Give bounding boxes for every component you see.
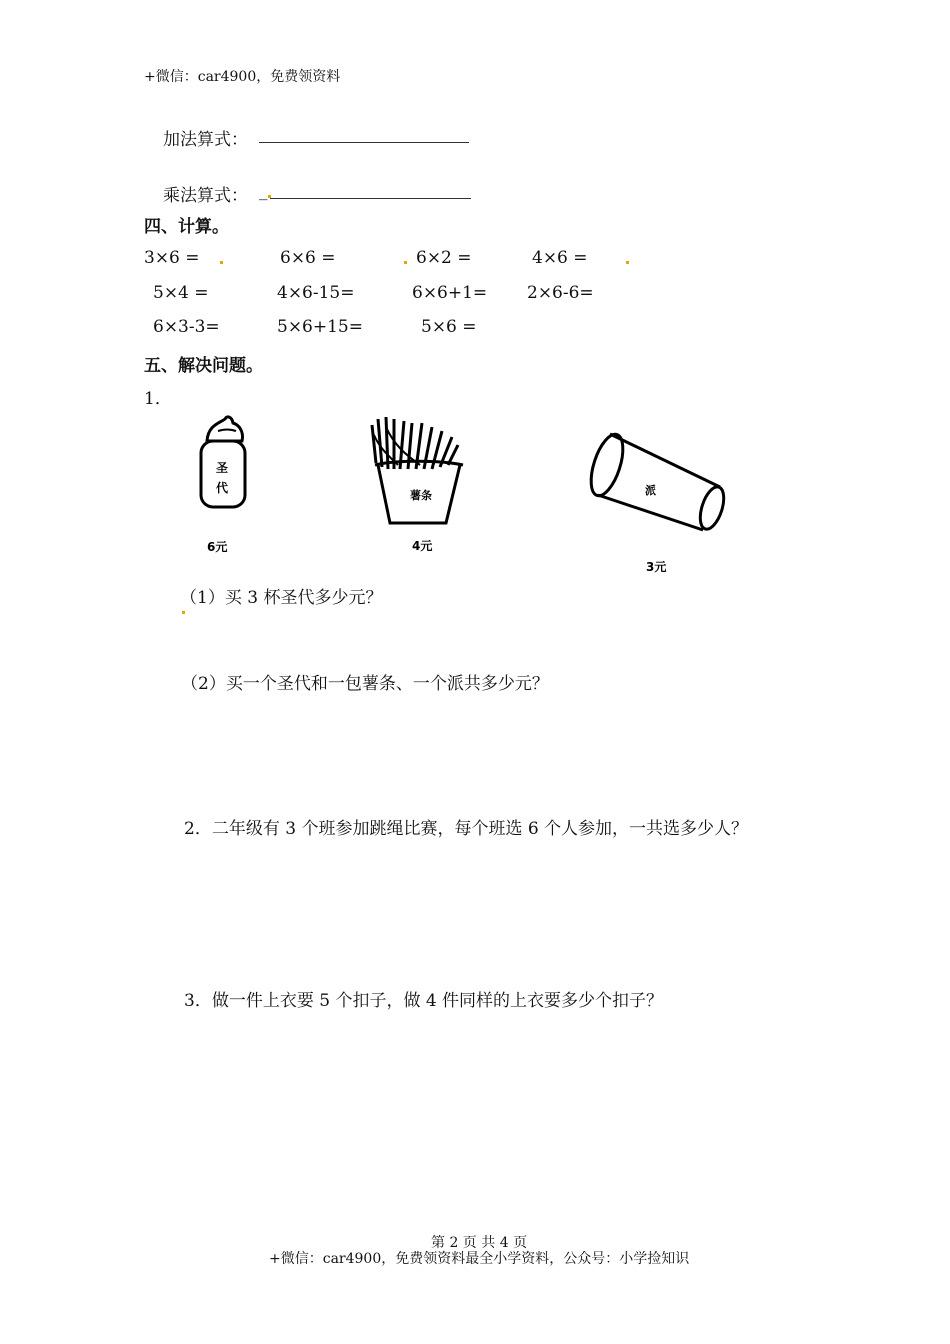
item-price: 4元 [412,539,433,553]
question1-part2: （2）买一个圣代和一包薯条、一个派共多少元？ [181,674,549,694]
addition-label: 加法算式： [163,130,248,150]
multiplication-answer-line[interactable] [270,198,471,199]
mark-dot [626,261,629,264]
food-items-illustration [180,405,780,585]
item-label: 薯条 [410,489,432,502]
mark-dot [268,195,271,198]
section4-title: 四、计算。 [144,217,229,237]
calc-item: 6×3-3= [153,317,220,337]
question3: 3．做一件上衣要 5 个扣子，做 4 件同样的上衣要多少个扣子？ [184,991,664,1011]
question1-part1: （1）买 3 杯圣代多少元？ [180,588,383,608]
section5-title: 五、解决问题。 [144,356,263,376]
calc-item: 5×6 = [421,317,477,337]
mark-dot [404,261,407,264]
calc-item: 3×6 = [144,248,200,268]
item-price: 6元 [207,540,228,554]
mark-dot [220,261,223,264]
page-number: 第 2 页 共 4 页 [431,1235,528,1251]
multiplication-label: 乘法算式： [163,186,248,206]
item-label: 圣 [216,461,229,475]
question1-number: 1． [144,389,172,409]
calc-item: 5×4 = [153,283,209,303]
calc-item: 6×6+1= [412,283,488,303]
item-label: 代 [216,481,229,495]
item-label: 派 [645,484,656,497]
multiplication-prefix: _ [259,181,268,201]
calc-item: 5×6+15= [277,317,363,337]
footer-watermark: +微信：car4900，免费领资料最全小学资料，公众号：小学捡知识 [269,1251,690,1267]
calc-item: 4×6-15= [277,283,355,303]
pie-illustration [585,431,729,574]
header-watermark: +微信：car4900，免费领资料 [144,69,341,85]
item-price: 3元 [646,560,667,574]
calc-item: 4×6 = [532,248,588,268]
addition-answer-line[interactable] [259,142,469,143]
calc-item: 2×6-6= [527,283,594,303]
calc-item: 6×2 = [416,248,472,268]
fries-illustration [372,417,463,553]
calc-item: 6×6 = [280,248,336,268]
sundae-illustration [201,417,245,554]
mark-dot [182,611,185,614]
question2: 2．二年级有 3 个班参加跳绳比赛，每个班选 6 个人参加，一共选多少人？ [184,819,749,839]
